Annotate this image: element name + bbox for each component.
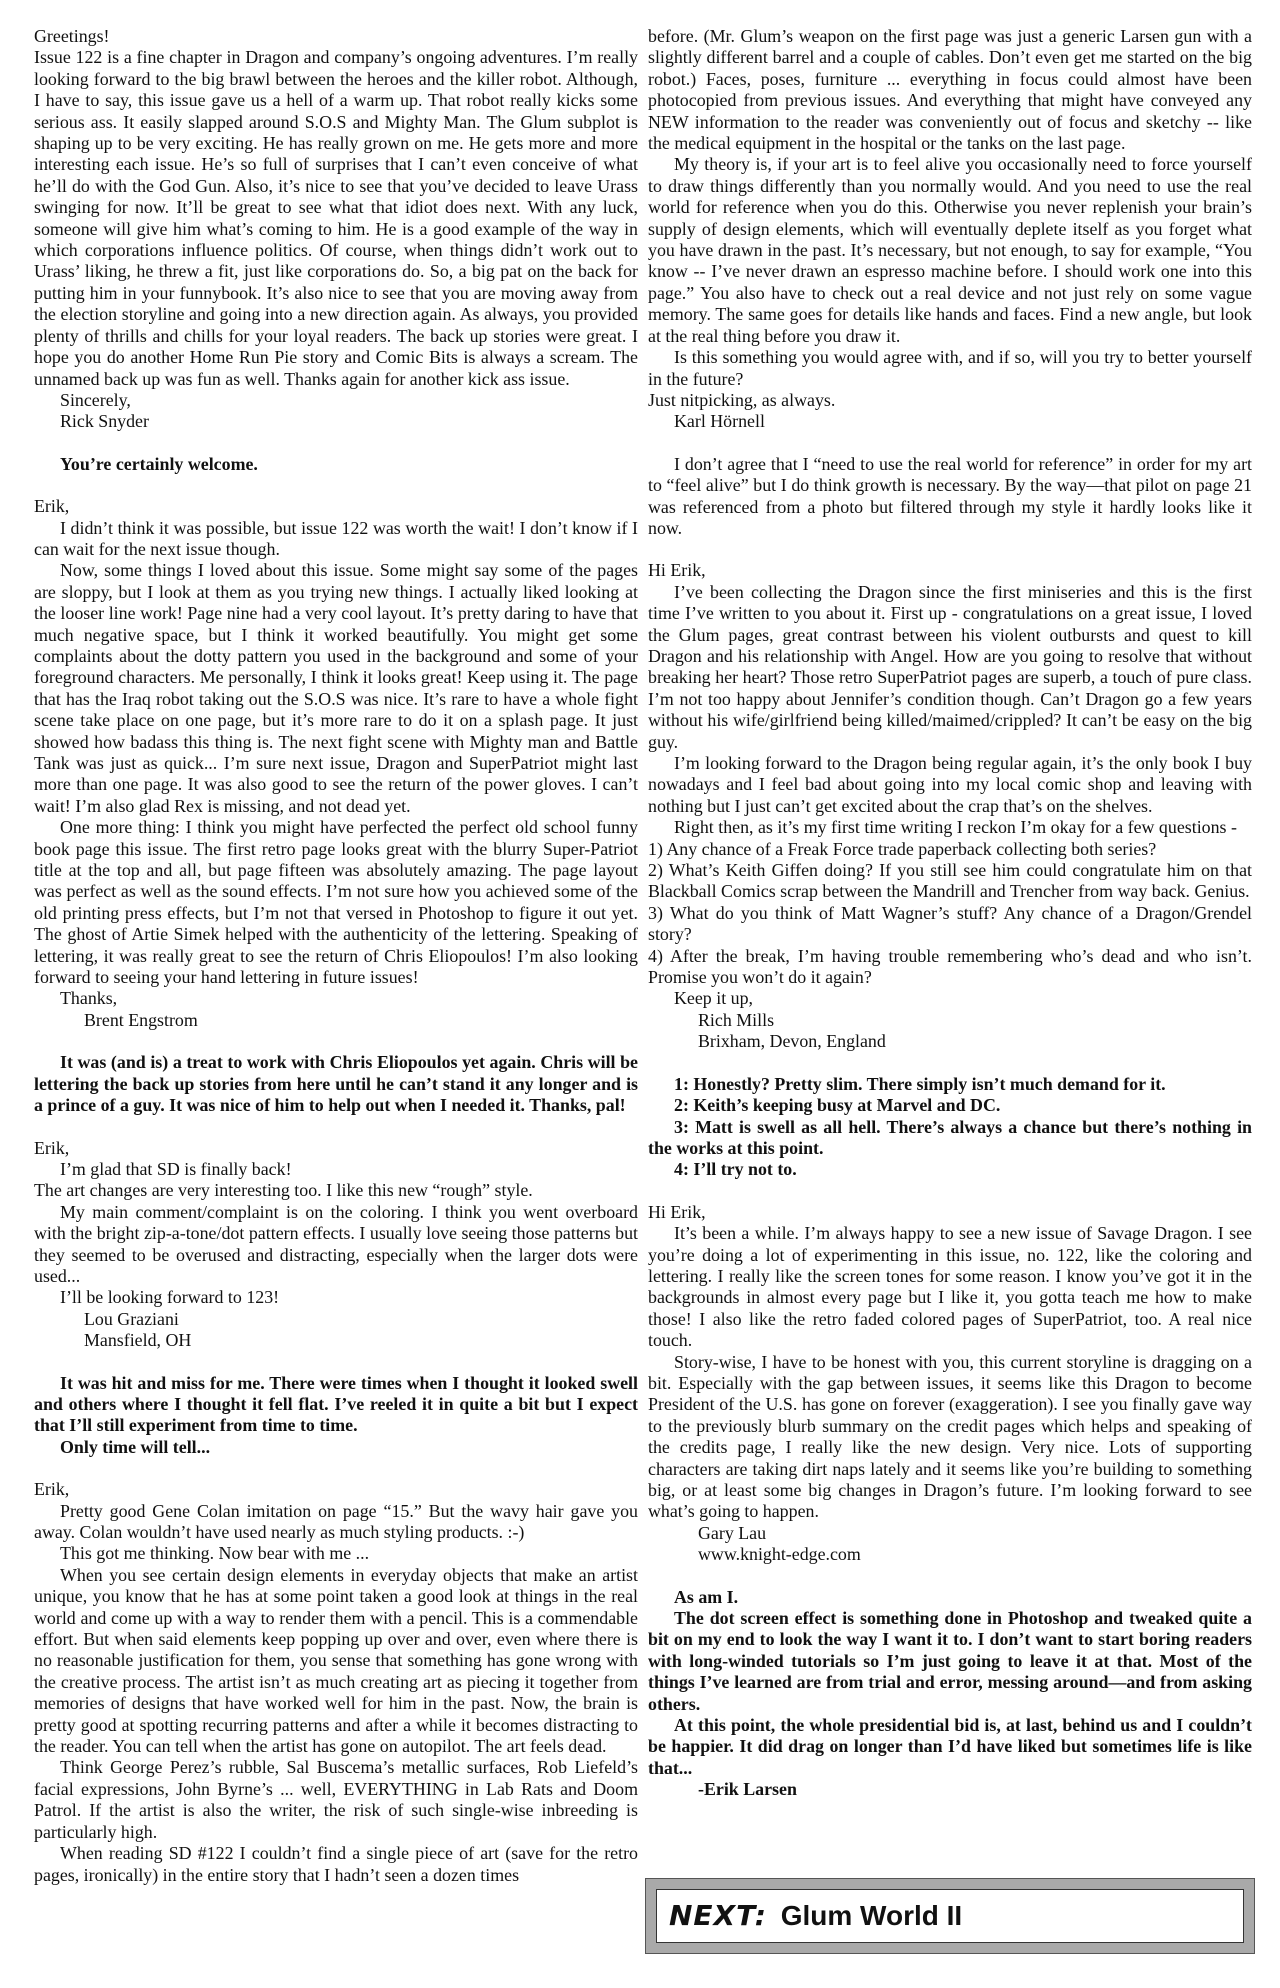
letter-paragraph: I don’t agree that I “need to use the real world for reference” in order for my art to “feel alive” but I do think growth is necessary. By the way—that pilot on page 21 was referenced from a photo but filtered through my style it hardly looks like it now. [648, 453, 1252, 538]
letter-signature: Karl Hörnell [674, 411, 765, 432]
letter-paragraph: I’ve been collecting the Dragon since the first miniseries and this is the first time I’ve written to you about it. First up - congratulations on a great issue, I loved the Glum pages, great contrast between his violent outbursts and quest to kill Dragon and his relationship with Angel. How are you going to resolve that without breaking her heart? Those retro SuperPatriot pages are superb, a touch of pure class. I’m not too happy about Jennifer’s condition though. Can’t Dragon go a few years without his wife/girlfriend being killed/maimed/crippled? It can’t be easy on the big guy. [648, 581, 1252, 752]
paragraph-gap [34, 433, 638, 454]
letter-paragraph: before. (Mr. Glum’s weapon on the first page was just a generic Larsen gun with a slightly different barrel and a couple of cables. Don’t even get me started on the big robot.) Faces, poses, furniture ... everything in focus could almost have been photocopied from previous issues. And everything that might have conveyed any NEW information to the reader was conveniently out of focus and sketchy -- like the medical equipment in the hospital or the tanks on the last page. [648, 26, 1252, 154]
editor-reply: It was (and is) a treat to work with Chris Eliopoulos yet again. Chris will be lettering the back up stories from here until he can’t stand it any longer and is a prince of a guy. It was nice of him to help out when I needed it. Thanks, pal! [34, 1052, 638, 1116]
letter-signature: -Erik Larsen [698, 1779, 797, 1800]
paragraph-gap [648, 1181, 1252, 1202]
letter-paragraph: Pretty good Gene Colan imitation on page “15.” But the wavy hair gave you away. Colan wouldn’t have used nearly as much styling products. :-) [34, 1500, 638, 1542]
editor-reply: It was hit and miss for me. There were times when I thought it looked swell and others where I thought it fell flat. I’ve reeled it in quite a bit but I expect that I’ll still experiment from time to time. [34, 1372, 638, 1436]
paragraph-gap [34, 1458, 638, 1479]
editor-reply: 4: I’ll try not to. [674, 1159, 797, 1180]
letter-paragraph: Think George Perez’s rubble, Sal Buscema’s metallic surfaces, Rob Liefeld’s facial expressions, John Byrne’s ... well, EVERYTHING in Lab Rats and Doom Patrol. If the artist is also the writer, the risk of such single-wise inbreeding is particularly high. [34, 1757, 638, 1842]
letter-paragraph: Erik, [34, 496, 70, 517]
letter-paragraph: Issue 122 is a fine chapter in Dragon and company’s ongoing adventures. I’m really looking forward to the big brawl between the heroes and the killer robot. Although, I have to say, this issue gave us a hell of a warm up. That robot really kicks some serious ass. It easily slapped around S.O.S and Mighty Man. The Glum subplot is shaping up to be very exciting. He has really grown on me. He gets more and more interesting each issue. He’s so full of surprises that I can’t even conceive of what he’ll do with the God Gun. Also, it’s nice to see that you’ve decided to leave Urass swinging for now. It’ll be great to see what that idiot does next. With any luck, someone will give him what’s coming to him. He is a good example of the way in which corporations influence politics. Of course, when things didn’t work out to Urass’ liking, he threw a fit, just like corporations do. So, a big pat on the back for putting him in your funnybook. It’s also nice to see that you are moving away from the election storyline and going into a new direction again. As always, you provided plenty of thrills and chills for your loyal readers. The back up stories were great. I hope you do another Home Run Pie story and Comic Bits is always a scream. The unnamed back up was fun as well. Thanks again for another kick ass issue. [34, 47, 638, 389]
letter-signature: Thanks, [60, 988, 118, 1009]
letter-signature: Brixham, Devon, England [698, 1031, 886, 1052]
paragraph-gap [648, 1053, 1252, 1074]
next-label: NEXT: [669, 1899, 767, 1932]
letter-paragraph: 1) Any chance of a Freak Force trade paperback collecting both series? [648, 838, 1157, 859]
paragraph-gap [34, 1031, 638, 1052]
letter-paragraph: Right then, as it’s my first time writing I reckon I’m okay for a few questions - [674, 817, 1237, 838]
paragraph-gap [34, 475, 638, 496]
letter-paragraph: Just nitpicking, as always. [648, 389, 836, 410]
letter-paragraph: One more thing: I think you might have perfected the perfect old school funny book page this issue. The first retro page looks great with the blurry Super-Patriot title at the top and all, but page fifteen was absolutely amazing. The page layout was perfect as well as the sound effects. I’m not sure how you achieved some of the old printing press effects, but I’m not that versed in Photoshop to figure it out yet. The ghost of Artie Simek helped with the authenticity of the lettering. Speaking of lettering, it was really great to see the return of Chris Eliopoulos! I’m also looking forward to seeing your hand lettering in future issues! [34, 817, 638, 988]
letter-signature: Lou Graziani [84, 1308, 179, 1329]
letter-paragraph: Erik, [34, 1137, 70, 1158]
letter-paragraph: When reading SD #122 I couldn’t find a single piece of art (save for the retro pages, ironically) in the entire story that I hadn’t seen a dozen times [34, 1843, 638, 1885]
letter-paragraph: When you see certain design elements in everyday objects that make an artist unique, you know that he has at some point taken a good look at things in the real world and come up with a way to render them with a pencil. This is a commendable effort. But when said elements keep popping up over and over, even where there is no reasonable justification for them, you sense that something has gone wrong with the creative process. The artist isn’t as much creating art as piecing it together from memories of designs that have worked well for him in the past. Now, the brain is pretty good at spotting recurring patterns and after a while it becomes distracting to the reader. You can tell when the artist has gone on autopilot. The art feels dead. [34, 1564, 638, 1757]
letter-signature: Mansfield, OH [84, 1330, 192, 1351]
editor-reply: 2: Keith’s keeping busy at Marvel and DC. [674, 1095, 1001, 1116]
paragraph-gap [34, 1352, 638, 1373]
letter-signature: Gary Lau [698, 1522, 767, 1543]
letter-paragraph: Hi Erik, [648, 560, 706, 581]
paragraph-gap [648, 433, 1252, 454]
editor-reply: The dot screen effect is something done in Photoshop and tweaked quite a bit on my end to look the way I want it to. I don’t want to start boring readers with long-winded tutorials so I’m just going to leave it at that. Most of the things I’ve learned are from trial and error, messing around—and from asking others. [648, 1608, 1252, 1714]
letter-paragraph: Hi Erik, [648, 1201, 706, 1222]
letter-signature: Sincerely, [60, 389, 131, 410]
letter-signature: Keep it up, [674, 988, 753, 1009]
letter-signature: Rich Mills [698, 1009, 775, 1030]
editor-reply: 1: Honestly? Pretty slim. There simply isn’t much demand for it. [674, 1073, 1166, 1094]
next-issue-banner [656, 1889, 1244, 1943]
letter-paragraph: It’s been a while. I’m always happy to see a new issue of Savage Dragon. I see you’re doing a lot of experimenting in this issue, no. 122, like the coloring and lettering. I really like the screen tones for some reason. I know you’ve got it in the backgrounds in almost every page but I like it, you gotta teach me how to make those! I also like the retro faded colored pages of SuperPatriot, too. A real nice touch. [648, 1223, 1252, 1351]
letter-paragraph: Erik, [34, 1479, 70, 1500]
next-issue-title: Glum World II [780, 1900, 963, 1931]
letter-paragraph: I’m looking forward to the Dragon being regular again, it’s the only book I buy nowadays and I feel bad about going into my local comic shop and leaving with nothing but I just can’t get excited about the crap that’s on the shelves. [648, 753, 1252, 816]
letter-paragraph: 4) After the break, I’m having trouble remembering who’s dead and who isn’t. Promise you won’t do it again? [648, 945, 1252, 988]
letter-paragraph: 2) What’s Keith Giffen doing? If you still see him could congratulate him on that Blackball Comics scrap between the Mandrill and Trencher from way back. Genius. [648, 860, 1252, 902]
letter-paragraph: Is this something you would agree with, and if so, will you try to better yourself in the future? [648, 347, 1252, 389]
letter-paragraph: Now, some things I loved about this issue. Some might say some of the pages are sloppy, but I look at them as you trying new things. I actually liked looking at the looser line work! Page nine had a very cool layout. It’s pretty daring to have that much negative space, but I think it worked beautifully. You might get some complaints about the dotty pattern you used in the background and some of your foreground characters. Me personally, I think it looks great! Keep using it. The page that has the Iraq robot taking out the S.O.S was nice. It’s rare to have a whole fight scene take place on one page, but it’s more rare to do it on a splash page. It just showed how badass this thing is. The next fight scene with Mighty man and Battle Tank was just as quick... I’m sure next issue, Dragon and SuperPatriot might last more than one page. It was also good to see the return of the power gloves. I can’t wait! I’m also glad Rex is missing, and not dead yet. [34, 560, 638, 816]
letter-paragraph: Greetings! [34, 26, 110, 46]
letter-paragraph: Story-wise, I have to be honest with you, this current storyline is dragging on a bit. Especially with the gap between issues, it seems like this Dragon to become President of the U.S. has gone on forever (exaggeration). I see you finally gave way to the previously blurb summary on the credit pages which helps and speaking of the credits page, I really like the new design. Very nice. Lots of supporting characters are taking dirt naps lately and it seems like you’re building to something big, or at least some big changes in Dragon’s future. I’m looking forward to see what’s going to happen. [648, 1351, 1252, 1522]
letter-paragraph: This got me thinking. Now bear with me ... [60, 1543, 370, 1564]
paragraph-gap [34, 1117, 638, 1138]
letter-signature: Rick Snyder [60, 411, 149, 432]
editor-reply: 3: Matt is swell as all hell. There’s always a chance but there’s nothing in the works at this point. [648, 1116, 1252, 1158]
left-column [34, 26, 638, 1886]
right-column [648, 26, 1252, 1801]
letter-signature: www.knight-edge.com [698, 1544, 861, 1565]
paragraph-gap [648, 1566, 1252, 1587]
letter-paragraph: The art changes are very interesting too. I like this new “rough” style. [34, 1180, 533, 1201]
editor-reply: You’re certainly welcome. [60, 453, 258, 474]
letter-paragraph: I didn’t think it was possible, but issue 122 was worth the wait! I don’t know if I can wait for the next issue though. [34, 517, 638, 559]
letter-paragraph: I’ll be looking forward to 123! [60, 1287, 280, 1308]
editor-reply: As am I. [674, 1586, 739, 1607]
letter-paragraph: My main comment/complaint is on the coloring. I think you went overboard with the bright zip-a-tone/dot pattern effects. I usually love seeing those patterns but they seemed to be overused and distracting, especially when the larger dots were used... [34, 1201, 638, 1286]
letter-signature: Brent Engstrom [84, 1009, 198, 1030]
paragraph-gap [648, 539, 1252, 560]
letter-paragraph: I’m glad that SD is finally back! [60, 1158, 292, 1179]
next-issue-box [645, 1878, 1255, 1954]
editor-reply: At this point, the whole presidential bid is, at last, behind us and I couldn’t be happier. It did drag on longer than I’d have liked but sometimes life is like that... [648, 1715, 1252, 1778]
letter-paragraph: 3) What do you think of Matt Wagner’s stuff? Any chance of a Dragon/Grendel story? [648, 902, 1252, 945]
editor-reply: Only time will tell... [60, 1436, 211, 1457]
letter-paragraph: My theory is, if your art is to feel alive you occasionally need to force yourself to draw things differently than you normally would. And you need to use the real world for reference when you do this. Otherwise you never replenish your brain’s supply of design elements, which will eventually deplete itself as you forget what you have drawn in the past. It’s necessary, but not enough, to say for example, “You know -- I’ve never drawn an espresso machine before. I should work one into this page.” You also have to check out a real device and not just rely on some vague memory. The same goes for details like hands and faces. Find a new angle, but look at the real thing before you draw it. [648, 154, 1252, 346]
